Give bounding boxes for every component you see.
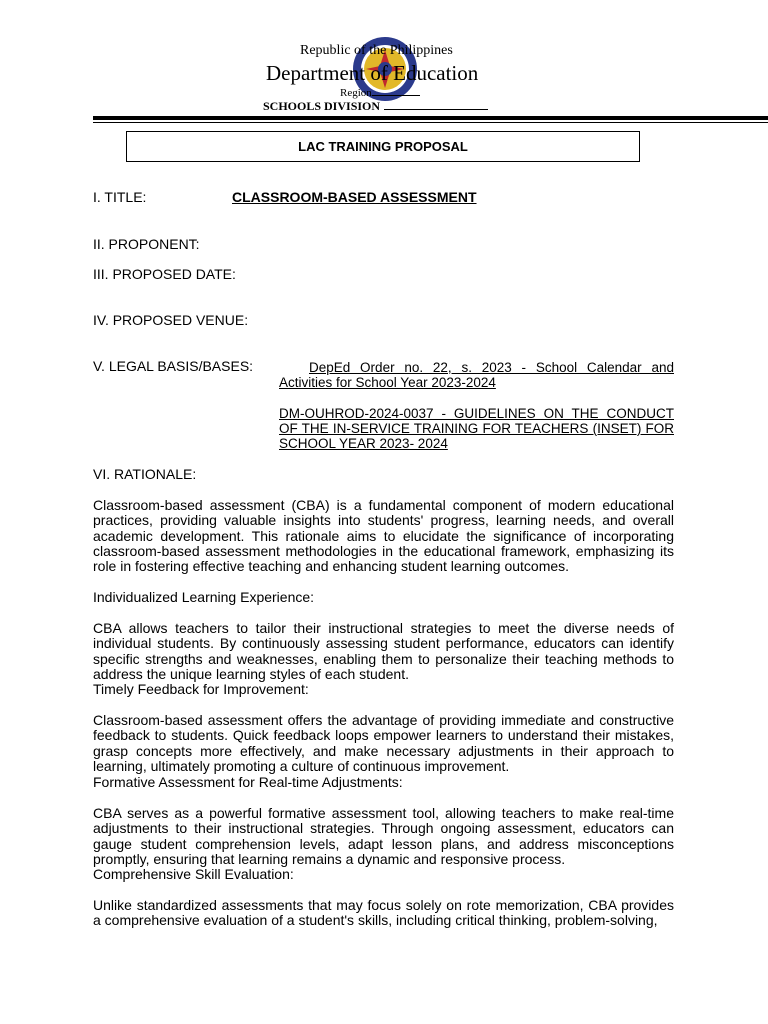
- legal-basis-deped-order: DepEd Order no. 22, s. 2023 - School Calendar and Activities for School Year 2023-2024: [279, 360, 674, 390]
- paragraph-skill-evaluation: Unlike standardized assessments that may focus solely on rote memorization, CBA provides a comprehensive evaluation of a student's skills, including critical thinking, problem-solving,: [93, 897, 674, 929]
- title-value: CLASSROOM-BASED ASSESSMENT: [232, 189, 477, 205]
- region-label: Region: [340, 87, 372, 99]
- paragraph-timely-feedback: Classroom-based assessment offers the advantage of providing immediate and constructive feedback to students. Quick feedback loops empower learners to understand their mistakes, grasp concepts more effectively, and make necessary adjustments in their approach to learning, ultimately promoting a culture of continuous improvement.: [93, 712, 674, 774]
- heading-individualized-learning: Individualized Learning Experience:: [93, 589, 315, 605]
- rationale-label: VI. RATIONALE:: [93, 466, 197, 482]
- rationale-intro: Classroom-based assessment (CBA) is a fundamental component of modern educational practices, providing valuable insights into students' progress, learning needs, and overall academic development. This rationale aims to elucidate the significance of incorporating classroom-based assessment methodologies in the educational framework, emphasizing its role in fostering effective teaching and enhancing student learning outcomes.: [93, 497, 674, 575]
- paragraph-individualized-learning: CBA allows teachers to tailor their instructional strategies to meet the diverse needs of individual students. By continuously assessing student performance, educators can identify specific strengths and weaknesses, enabling them to personalize their teaching methods to address the unique learning styles of each student.: [93, 620, 674, 682]
- proposed-venue-label: IV. PROPOSED VENUE:: [93, 312, 249, 328]
- legal-basis-label: V. LEGAL BASIS/BASES:: [93, 358, 254, 374]
- heading-formative-assessment: Formative Assessment for Real-time Adjustments:: [93, 774, 403, 790]
- header-rule-thick: [93, 116, 768, 120]
- proposed-date-label: III. PROPOSED DATE:: [93, 266, 236, 282]
- proponent-label: II. PROPONENT:: [93, 236, 200, 252]
- schools-division-line: [263, 99, 488, 114]
- proposal-title-box: LAC TRAINING PROPOSAL: [126, 131, 640, 162]
- region-line: [340, 85, 420, 99]
- legal-basis-memo: DM-OUHROD-2024-0037 - GUIDELINES ON THE CONDUCT OF THE IN-SERVICE TRAINING FOR TEACHERS (INSET) FOR SCHOOL YEAR 2023- 2024: [279, 406, 674, 451]
- department-name: Department of Education: [266, 61, 479, 85]
- title-label: I. TITLE:: [93, 189, 147, 205]
- republic-line: Republic of the Philippines: [300, 43, 453, 58]
- heading-timely-feedback: Timely Feedback for Improvement:: [93, 681, 309, 697]
- header-rule-thin: [93, 122, 768, 123]
- heading-skill-evaluation: Comprehensive Skill Evaluation:: [93, 866, 294, 882]
- paragraph-formative-assessment: CBA serves as a powerful formative assessment tool, allowing teachers to make real-time adjustments to their instructional strategies. Through ongoing assessment, educators can gauge student comprehension levels, adapt lesson plans, and address misconceptions promptly, ensuring that learning remains a dynamic and responsive process.: [93, 805, 674, 867]
- schools-division-label: SCHOOLS DIVISION: [263, 99, 381, 113]
